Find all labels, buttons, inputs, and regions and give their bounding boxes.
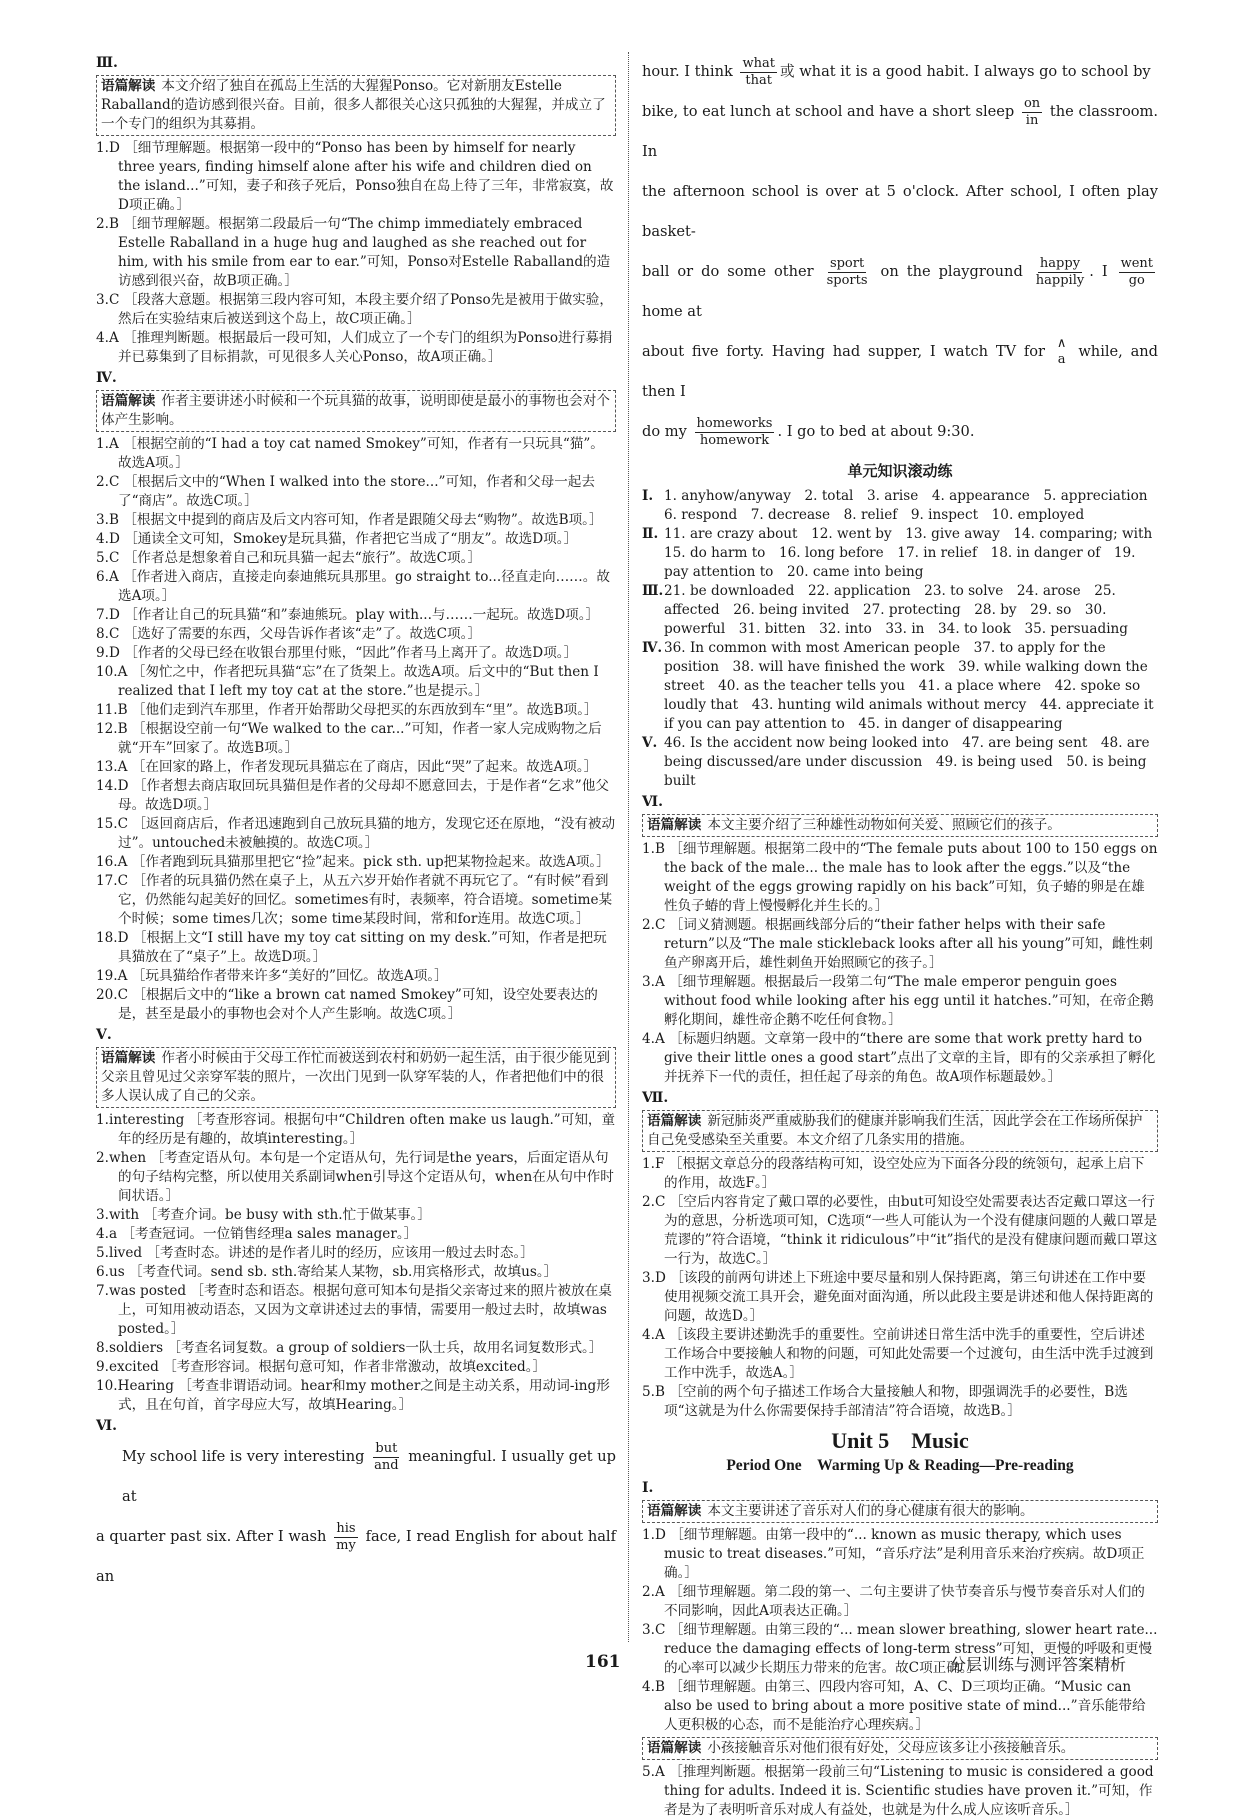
reading-summary-box: [96, 390, 616, 432]
answer-item: 1.B ［细节理解题。根据第二段中的“The female puts about 100 to 150 eggs on the back of the male... the male has to look after the eggs.”以及“the weight of the eggs growing rapidly on his back”可知，负子蝽的卵是在雄性负子蝽的背上慢慢孵化并生长的。］: [642, 841, 1158, 914]
correction-fix: my: [336, 1537, 356, 1553]
reading-summary-box: [96, 1047, 616, 1108]
answer-item: 5.A ［推理判断题。根据第一段前三句“Listening to music is considered a good thing for adults. Indeed it is. Scientific studies have proven it.”可知，作者是为了表明听音乐对成人有益处，也就是为什么成人应该听音乐。］: [642, 1764, 1154, 1818]
reading-summary: 本文主要讲述了音乐对人们的身心健康有很大的影响。: [707, 1503, 1034, 1519]
reading-summary-box: [642, 814, 1158, 837]
essay-text: ball or do some other: [642, 263, 814, 280]
essay-line: [642, 52, 1158, 92]
answer-item: 8.soldiers ［考查名词复数。a group of soldiers一队士兵，故用名词复数形式。］: [96, 1340, 603, 1356]
essay-text: the afternoon school is over at 5 o'clock. After school, I often play basket-: [642, 183, 1158, 240]
answer-item: 19.A ［玩具猫给作者带来许多“美好的”回忆。故选A项。］: [96, 968, 448, 984]
answer-item: 3.B ［根据文中提到的商店及后文内容可知，作者是跟随父母去“购物”。故选B项。］: [96, 512, 603, 528]
section-6-heading: Ⅵ.: [96, 1418, 117, 1434]
answer-item: 2.A ［细节理解题。第二段的第一、二句主要讲了快节奏音乐与慢节奏音乐对人们的不同影响，因此A项表达正确。］: [642, 1584, 1145, 1619]
essay-text: hour. I think: [642, 63, 733, 80]
reading-tag: 语篇解读: [647, 1113, 702, 1129]
essay-line: [642, 412, 1158, 452]
review-section-num: Ⅰ.: [642, 488, 654, 504]
essay-text: the classroom. In: [642, 103, 1159, 160]
reading-tag: 语篇解读: [101, 393, 156, 409]
reading-tag: 语篇解读: [101, 1050, 156, 1066]
reading-summary-box: [96, 75, 616, 136]
answer-item: 4.A ［标题归纳题。文章第一段中的“there are some that work pretty hard to give their little ones a good start”点出了文章的主旨，即有的父亲承担了孵化并抚养下一代的责任，担任起了母亲的角色。故A项作标题最妙。］: [642, 1031, 1156, 1085]
answer-item: 3.A ［细节理解题。根据最后一段第二句“The male emperor penguin goes without food while looking after his egg until it hatches.”可知，在帝企鹅孵化期间，雄性帝企鹅不吃任何食物。］: [642, 974, 1154, 1028]
footer-label: 分层训练与测评答案精析: [950, 1655, 1127, 1674]
answer-item: 18.D ［根据上文“I still have my toy cat sitting on my desk.”可知，作者是把玩具猫放在了“桌子”上。故选D项。］: [96, 930, 607, 965]
essay-text: My school life is very interesting: [122, 1448, 365, 1465]
answer-item: 1.D ［细节理解题。根据第一段中的“Ponso has been by himself for nearly three years, finding himself alone after his wife and children died on the island...”可知，妻子和孩子死后，Ponso独自在岛上待了三年，非常寂寞，故D项正确。］: [96, 140, 614, 213]
answer-item: 4.A ［该段主要讲述勤洗手的重要性。空前讲述日常生活中洗手的重要性，空后讲述工作场合中要接触人和物的问题，可知此处需要一个过渡句，由生活中洗手过渡到工作中洗手，故选A。］: [642, 1327, 1154, 1381]
essay-text: a quarter past six. After I wash: [96, 1528, 327, 1545]
correction-original: went: [1120, 255, 1153, 271]
review-section: [642, 582, 1158, 639]
answer-item: 9.excited ［考查形容词。根据句意可知，作者非常激动，故填excited。］: [96, 1359, 547, 1375]
correction-fix: in: [1025, 112, 1039, 128]
essay-line: [96, 1437, 616, 1517]
answer-item: 3.D ［该段的前两句讲述上下班途中要尽量和别人保持距离，第三句讲述在工作中要使用视频交流工具开会，避免面对面沟通，所以此段主要是讲述和他人保持距离的问题，故选D。］: [642, 1270, 1154, 1324]
answer-item: 10.A ［匆忙之中，作者把玩具猫“忘”在了货架上。故选A项。后文中的“But then I realized that I left my toy cat at the store.”也是提示。］: [96, 664, 599, 699]
unit5-section-1-heading: Ⅰ.: [642, 1480, 654, 1496]
answer-item: 11.B ［他们走到汽车那里，作者开始帮助父母把买的东西放到车“里”。故选B项。］: [96, 702, 598, 718]
reading-summary: 本文主要介绍了三种雄性动物如何关爱、照顾它们的孩子。: [707, 817, 1061, 833]
review-section-num: Ⅲ.: [642, 583, 664, 599]
answer-item: 9.D ［作者的父母已经在收银台那里付账，“因此”作者马上离开了。故选D项。］: [96, 645, 578, 661]
essay-correction: [96, 1437, 616, 1597]
answer-item: 1.F ［根据文章总分的段落结构可知，设空处应为下面各分段的统领句，起承上启下的作用，故选F。］: [642, 1156, 1145, 1191]
answer-item: 1.A ［根据空前的“I had a toy cat named Smokey”可知，作者有一只玩具“猫”。故选A项。］: [96, 436, 604, 471]
answer-item: 7.D ［作者让自己的玩具猫“和”泰迪熊玩。play with...与……一起玩。故选D项。］: [96, 607, 600, 623]
correction-mark: [740, 56, 776, 89]
period-title: Period One Warming Up & Reading—Pre-reading: [726, 1457, 1074, 1474]
insert-caret: ∧: [1056, 336, 1067, 351]
reading-summary: 本文介绍了独自在孤岛上生活的大猩猩Ponso。它对新朋友Estelle Raballand的造访感到很兴奋。目前，很多人都很关心这只孤独的大猩猩，并成立了一个专门的组织为其募捐。: [101, 78, 606, 132]
answer-item: 12.B ［根据设空前一句“We walked to the car...”可知，作者一家人完成购物之后就“开车”回家了。故选B项。］: [96, 721, 602, 756]
answer-item: 3.with ［考查介词。be busy with sth.忙于做某事。］: [96, 1207, 431, 1223]
review-section: [642, 487, 1162, 525]
essay-text: do my: [642, 423, 687, 440]
correction-original: but: [375, 1440, 398, 1456]
reading-summary: 作者小时候由于父母工作忙而被送到农村和奶奶一起生活，由于很少能见到父亲且曾见过父亲穿军装的照片，一次出门见到一队穿军装的人，作者把他们中的很多人误认成了自己的父亲。: [101, 1050, 610, 1104]
essay-line: [642, 332, 1158, 412]
page-number: 161: [585, 1652, 621, 1672]
answer-item: 3.C ［段落大意题。根据第三段内容可知，本段主要介绍了Ponso先是被用于做实验，然后在实验结束后被送到这个岛上，故C项正确。］: [96, 292, 613, 327]
left-column: [96, 52, 616, 1597]
section-4-answers: [96, 435, 616, 1024]
answer-item: 14.D ［作者想去商店取回玩具猫但是作者的父母却不愿意回去，于是作者“乞求”他父母。故选D项。］: [96, 778, 609, 813]
correction-original: his: [336, 1520, 356, 1536]
correction-fix: that: [745, 72, 772, 88]
answer-item: 4.a ［考查冠词。一位销售经理a sales manager。］: [96, 1226, 418, 1242]
answer-item: 2.C ［空后内容肯定了戴口罩的必要性，由but可知设空处需要表达否定戴口罩这一行为的意思，分析选项可知，C选项“一些人可能认为一个没有健康问题的人戴口罩是荒谬的”符合语境，“think it ridiculous”中“it”指代的是没有健康问题而戴口罩这一行为，故选C。］: [642, 1194, 1158, 1267]
review-answers: 11. are crazy about 12. went by 13. give away 14. comparing; with 15. do harm to 16. long before 17. in relief 18. in danger of 19. pay attention to 20. came into being: [664, 526, 1166, 580]
correction-original: homeworks: [696, 415, 773, 431]
essay-line: [642, 92, 1158, 172]
correction-original: on: [1023, 95, 1041, 111]
reading-summary: 小孩接触音乐对他们很有好处，父母应该多让小孩接触音乐。: [707, 1740, 1075, 1756]
answer-item: 2.when ［考查定语从句。本句是一个定语从句，先行词是the years，后面定语从句的句子结构完整，所以使用关系副词when引导这个定语从句，when在从句中作时间状语。］: [96, 1150, 614, 1204]
review-answers: 1. anyhow/anyway 2. total 3. arise 4. appearance 5. appreciation 6. respond 7. decrease 8. relief 9. inspect 10. employed: [664, 488, 1162, 523]
essay-text: on the playground: [880, 263, 1023, 280]
answer-item: 4.B ［细节理解题。由第三、四段内容可知，A、C、D三项均正确。“Music can also be used to bring about a more positive state of mind...”音乐能带给人更积极的心态，而不是能治疗心理疾病。］: [642, 1679, 1146, 1733]
unit-review-title: 单元知识滚动练: [847, 462, 953, 480]
answer-item: 16.A ［作者跑到玩具猫那里把它“捡”起来。pick sth. up把某物捡起来。故选A项。］: [96, 854, 610, 870]
correction-original: happy: [1039, 255, 1081, 271]
answer-item: 1.interesting ［考查形容词。根据句中“Children often make us laugh.”可知，童年的经历是有趣的，故填interesting。］: [96, 1112, 616, 1147]
answer-item: 2.B ［细节理解题。根据第二段最后一句“The chimp immediately embraced Estelle Raballand in a huge hug and laughed as she reached out for him, with his smile from ear to ear.”可知，Ponso对Estelle Raballand的造访感到很兴奋，故B项正确。］: [96, 216, 611, 289]
essay-text: meaningful. I usually get up at: [122, 1448, 617, 1505]
correction-original: sport: [829, 255, 865, 271]
essay-text: 或: [779, 63, 795, 80]
unit-title: Unit 5 Music: [831, 1428, 969, 1453]
correction-mark: [1119, 256, 1155, 289]
review-answers: 21. be downloaded 22. application 23. to solve 24. arose 25. affected 26. being invited 27. protecting 28. by 29. so 30. powerful 31. bitten 32. into 33. in 34. to look 35. persuading: [664, 583, 1128, 637]
review-section: [642, 734, 1158, 791]
review-answers: 36. In common with most American people 37. to apply for the position 38. will have finished the work 39. while walking down the street 40. as the teacher tells you 41. a place where 42. spoke so loudly that 43. hunting wild animals without mercy 44. appreciate it if you can pay attention to 45. in danger of disappearing: [664, 640, 1154, 732]
answer-item: 4.A ［推理判断题。根据最后一段可知，人们成立了一个专门的组织为Ponso进行募捐并已募集到了目标捐款，可见很多人关心Ponso，故A项正确。］: [96, 330, 613, 365]
section-5-heading: Ⅴ.: [96, 1027, 112, 1043]
essay-line: [642, 252, 1158, 332]
essay-text: . I: [1089, 263, 1108, 280]
essay-text: about five forty. Having had supper, I watch TV for: [642, 343, 1046, 360]
correction-fix: a: [1057, 352, 1066, 367]
correction-mark: [695, 416, 775, 449]
answer-item: 8.C ［选好了需要的东西，父母告诉作者该“走”了。故选C项。］: [96, 626, 482, 642]
essay-text: what it is a good habit. I always go to school by: [799, 63, 1151, 80]
answer-item: 2.C ［词义猜测题。根据画线部分后的“their father helps with their safe return”以及“The male stickleback looks after all his young”可知，雌性刺鱼产卵离开后，雄性刺鱼开始照顾它的孩子。］: [642, 917, 1153, 971]
reading-tag: 语篇解读: [647, 1740, 702, 1756]
essay-text: face, I read English for about half an: [96, 1528, 616, 1585]
reading-summary: 作者主要讲述小时候和一个玩具猫的故事，说明即使是最小的事物也会对个体产生影响。: [101, 393, 610, 428]
correction-mark: [1022, 96, 1042, 129]
reading-tag: 语篇解读: [647, 1503, 702, 1519]
column-divider: [628, 52, 629, 1642]
review-section-num: Ⅳ.: [642, 640, 663, 656]
answer-item: 15.C ［返回商店后，作者迅速跑到自己放玩具猫的地方，发现它还在原地，“没有被动过”。untouched未被触摸的。故选C项。］: [96, 816, 616, 851]
essay-text: while, and then I: [642, 343, 1159, 400]
section-7-heading: Ⅶ.: [642, 1090, 669, 1106]
correction-mark: [825, 256, 870, 289]
review-section-num: Ⅱ.: [642, 526, 659, 542]
correction-original: what: [742, 55, 775, 71]
answer-item: 6.us ［考查代词。send sb. sth.寄给某人某物，sb.用宾格形式，故填us。］: [96, 1264, 558, 1280]
correction-mark: [1034, 256, 1086, 289]
essay-line: [96, 1517, 616, 1597]
review-answers: 46. Is the accident now being looked into 47. are being sent 48. are being discussed/are under discussion 49. is being used 50. is being built: [664, 735, 1150, 789]
reading-summary-box: [642, 1110, 1158, 1152]
answer-item: 10.Hearing ［考查非谓语动词。hear和my mother之间是主动关系，用动词-ing形式，且在句首，首字母应大写，故填Hearing。］: [96, 1378, 610, 1413]
essay-line: [642, 172, 1158, 252]
section-5-answers: [96, 1111, 616, 1415]
essay-text: home at: [642, 303, 702, 320]
review-section: [642, 639, 1158, 734]
correction-fix: and: [374, 1457, 399, 1473]
answer-item: 1.D ［细节理解题。由第一段中的“... known as music therapy, which uses music to treat diseases.”可知，“音乐疗法”是利用音乐来治疗疾病。故D项正确。］: [642, 1527, 1145, 1581]
answer-item: 13.A ［在回家的路上，作者发现玩具猫忘在了商店，因此“哭”了起来。故选A项。］: [96, 759, 598, 775]
answer-item: 20.C ［根据后文中的“like a brown cat named Smokey”可知，设空处要表达的是，甚至是最小的事物也会对个人产生影响。故选C项。］: [96, 987, 598, 1022]
correction-fix: sports: [826, 272, 868, 288]
correction-fix: go: [1128, 272, 1145, 288]
correction-mark: [372, 1441, 400, 1474]
reading-tag: 语篇解读: [647, 817, 702, 833]
answer-item: 6.A ［作者进入商店，直接走向泰迪熊玩具那里。go straight to...径直走向……。故选A项。］: [96, 569, 610, 604]
section-3-heading: Ⅲ.: [96, 55, 118, 71]
answer-item: 17.C ［作者的玩具猫仍然在桌子上，从五六岁开始作者就不再玩它了。“有时候”看到它，仍然能勾起美好的回忆。sometimes有时，表频率，符合语境。sometime某个时候；some times几次；some time某段时间，常和for连用。故选C项。］: [96, 873, 613, 927]
reading-summary-box: [642, 1500, 1158, 1523]
answer-item: 5.C ［作者总是想象着自己和玩具猫一起去“旅行”。故选C项。］: [96, 550, 482, 566]
essay-text: . I go to bed at about 9:30.: [777, 423, 975, 440]
reading-summary: 新冠肺炎严重威胁我们的健康并影响我们生活，因此学会在工作场所保护自己免受感染至关重要。本文介绍了几条实用的措施。: [647, 1113, 1143, 1148]
answer-item: 5.B ［空前的两个句子描述工作场合大量接触人和物，即强调洗手的必要性，B选项“这就是为什么你需要保持手部清洁”符合语境，故选B。］: [642, 1384, 1128, 1419]
correction-fix: happily: [1035, 272, 1085, 288]
answer-item: 2.C ［根据后文中的“When I walked into the store...”可知，作者和父母一起去了“商店”。故选C项。］: [96, 474, 595, 509]
review-section: [642, 525, 1166, 582]
right-column: [642, 52, 1166, 1820]
reading-summary-box: [642, 1737, 1158, 1760]
answer-item: 5.lived ［考查时态。讲述的是作者儿时的经历，应该用一般过去时态。］: [96, 1245, 534, 1261]
answer-item: 7.was posted ［考查时态和语态。根据句意可知本句是指父亲寄过来的照片被放在桌上，可知用被动语态，又因为文章讲述过去的事情，需要用一般过去时，故填was posted。］: [96, 1283, 612, 1337]
answer-item: 4.D ［通读全文可知，Smokey是玩具猫，作者把它当成了“朋友”。故选D项。］: [96, 531, 578, 547]
correction-mark: [334, 1521, 358, 1554]
essay-text: bike, to eat lunch at school and have a short sleep: [642, 103, 1015, 120]
section-3-answers: [96, 139, 616, 367]
review-section-num: Ⅴ.: [642, 735, 658, 751]
answer-item: 3.C ［细节理解题。由第三段的“... mean slower breathing, slower heart rate... reduce the damaging effects of long-term stress”可知，更慢的呼吸和更慢的心率可以减少长期压力带来的危害。故C项正确。］: [642, 1622, 1158, 1676]
essay-correction-continued: [642, 52, 1158, 452]
section-4-heading: Ⅳ.: [96, 370, 117, 386]
section-6b-heading: Ⅵ.: [642, 794, 663, 810]
reading-tag: 语篇解读: [101, 78, 156, 94]
correction-fix: homework: [699, 432, 770, 448]
correction-mark: [1056, 336, 1068, 368]
